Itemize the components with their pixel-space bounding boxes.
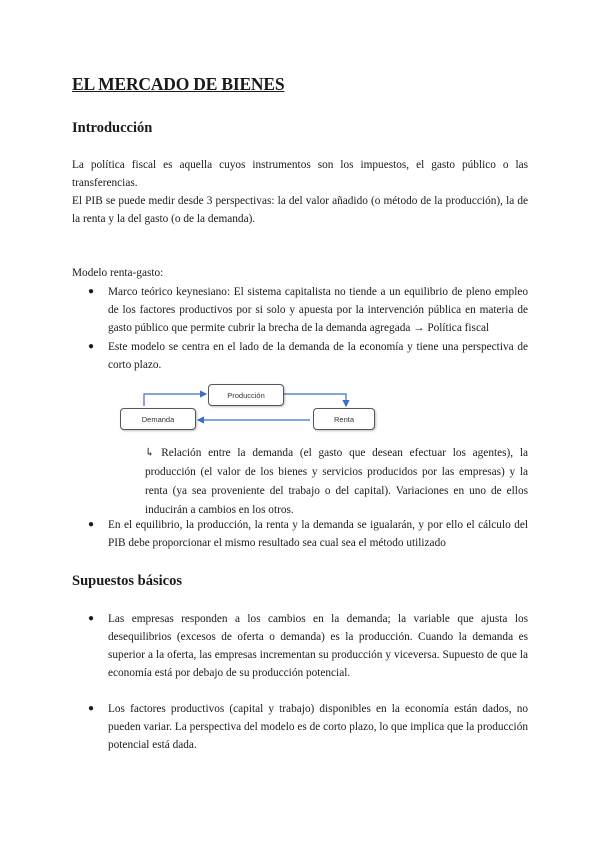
intro-paragraph-2: El PIB se puede medir desde 3 perspectivas: la del valor añadido (o método de la producción), la de la renta y la del gasto (o de la demanda). [72, 195, 528, 225]
section-heading-introduccion: Introducción [72, 120, 153, 136]
bullet-demanda: Este modelo se centra en el lado de la demanda de la economía y tiene una perspectiva de corto plazo. [108, 341, 528, 371]
bullet-marker: ● [88, 286, 95, 297]
renta-gasto-diagram [110, 378, 490, 438]
bullet-empresas: Las empresas responden a los cambios en la demanda; la variable que ajusta los desequilibrios (excesos de oferta o demanda) es la producción. Cuando la demanda es superior a la oferta, las empresas incrementan su producción y viceversa. Supuesto de que la economía está por debajo de su producción potencial. [108, 613, 528, 679]
bullet-equilibrio: En el equilibrio, la producción, la renta y la demanda se igualarán, y por ello el cálculo del PIB debe proporcionar el mismo resultado sea cual sea el método utilizado [108, 519, 528, 549]
bullet-marker: ● [88, 613, 95, 624]
node-renta: Renta [313, 408, 375, 430]
bullet-marker: ● [88, 703, 95, 714]
node-demanda: Demanda [120, 408, 196, 430]
section-heading-supuestos: Supuestos básicos [72, 573, 182, 589]
diagram-explanation: ↳ Relación entre la demanda (el gasto que desean efectuar los agentes), la producción (el valor de los bienes y servicios producidos por las empresas) y la renta (ya sea proveniente del trabajo o del capital). Variaciones en uno de ellos inducirán a cambios en los otros. [145, 447, 528, 516]
arrow-demanda-produccion [144, 394, 206, 406]
bullet-factores: Los factores productivos (capital y trabajo) disponibles en la economía están dados, no pueden variar. La perspectiva del modelo es de corto plazo, lo que implica que la producción potencial está dada. [108, 703, 528, 751]
model-label: Modelo renta-gasto: [72, 267, 164, 279]
bullet-marker: ● [88, 341, 95, 352]
node-produccion: Producción [208, 384, 284, 406]
bullet-keynesiano: Marco teórico keynesiano: El sistema capitalista no tiende a un equilibrio de pleno empleo de los factores productivos por si solo y apuesta por la intervención pública en materia de gasto público que permite cubrir la brecha de la demanda agregada → Política fiscal [108, 286, 528, 334]
document-title: EL MERCADO DE BIENES [72, 74, 285, 94]
intro-paragraph-1: La política fiscal es aquella cuyos instrumentos son los impuestos, el gasto público o las transferencias. [72, 159, 528, 189]
bullet-marker: ● [88, 519, 95, 530]
arrow-produccion-renta [283, 394, 346, 406]
